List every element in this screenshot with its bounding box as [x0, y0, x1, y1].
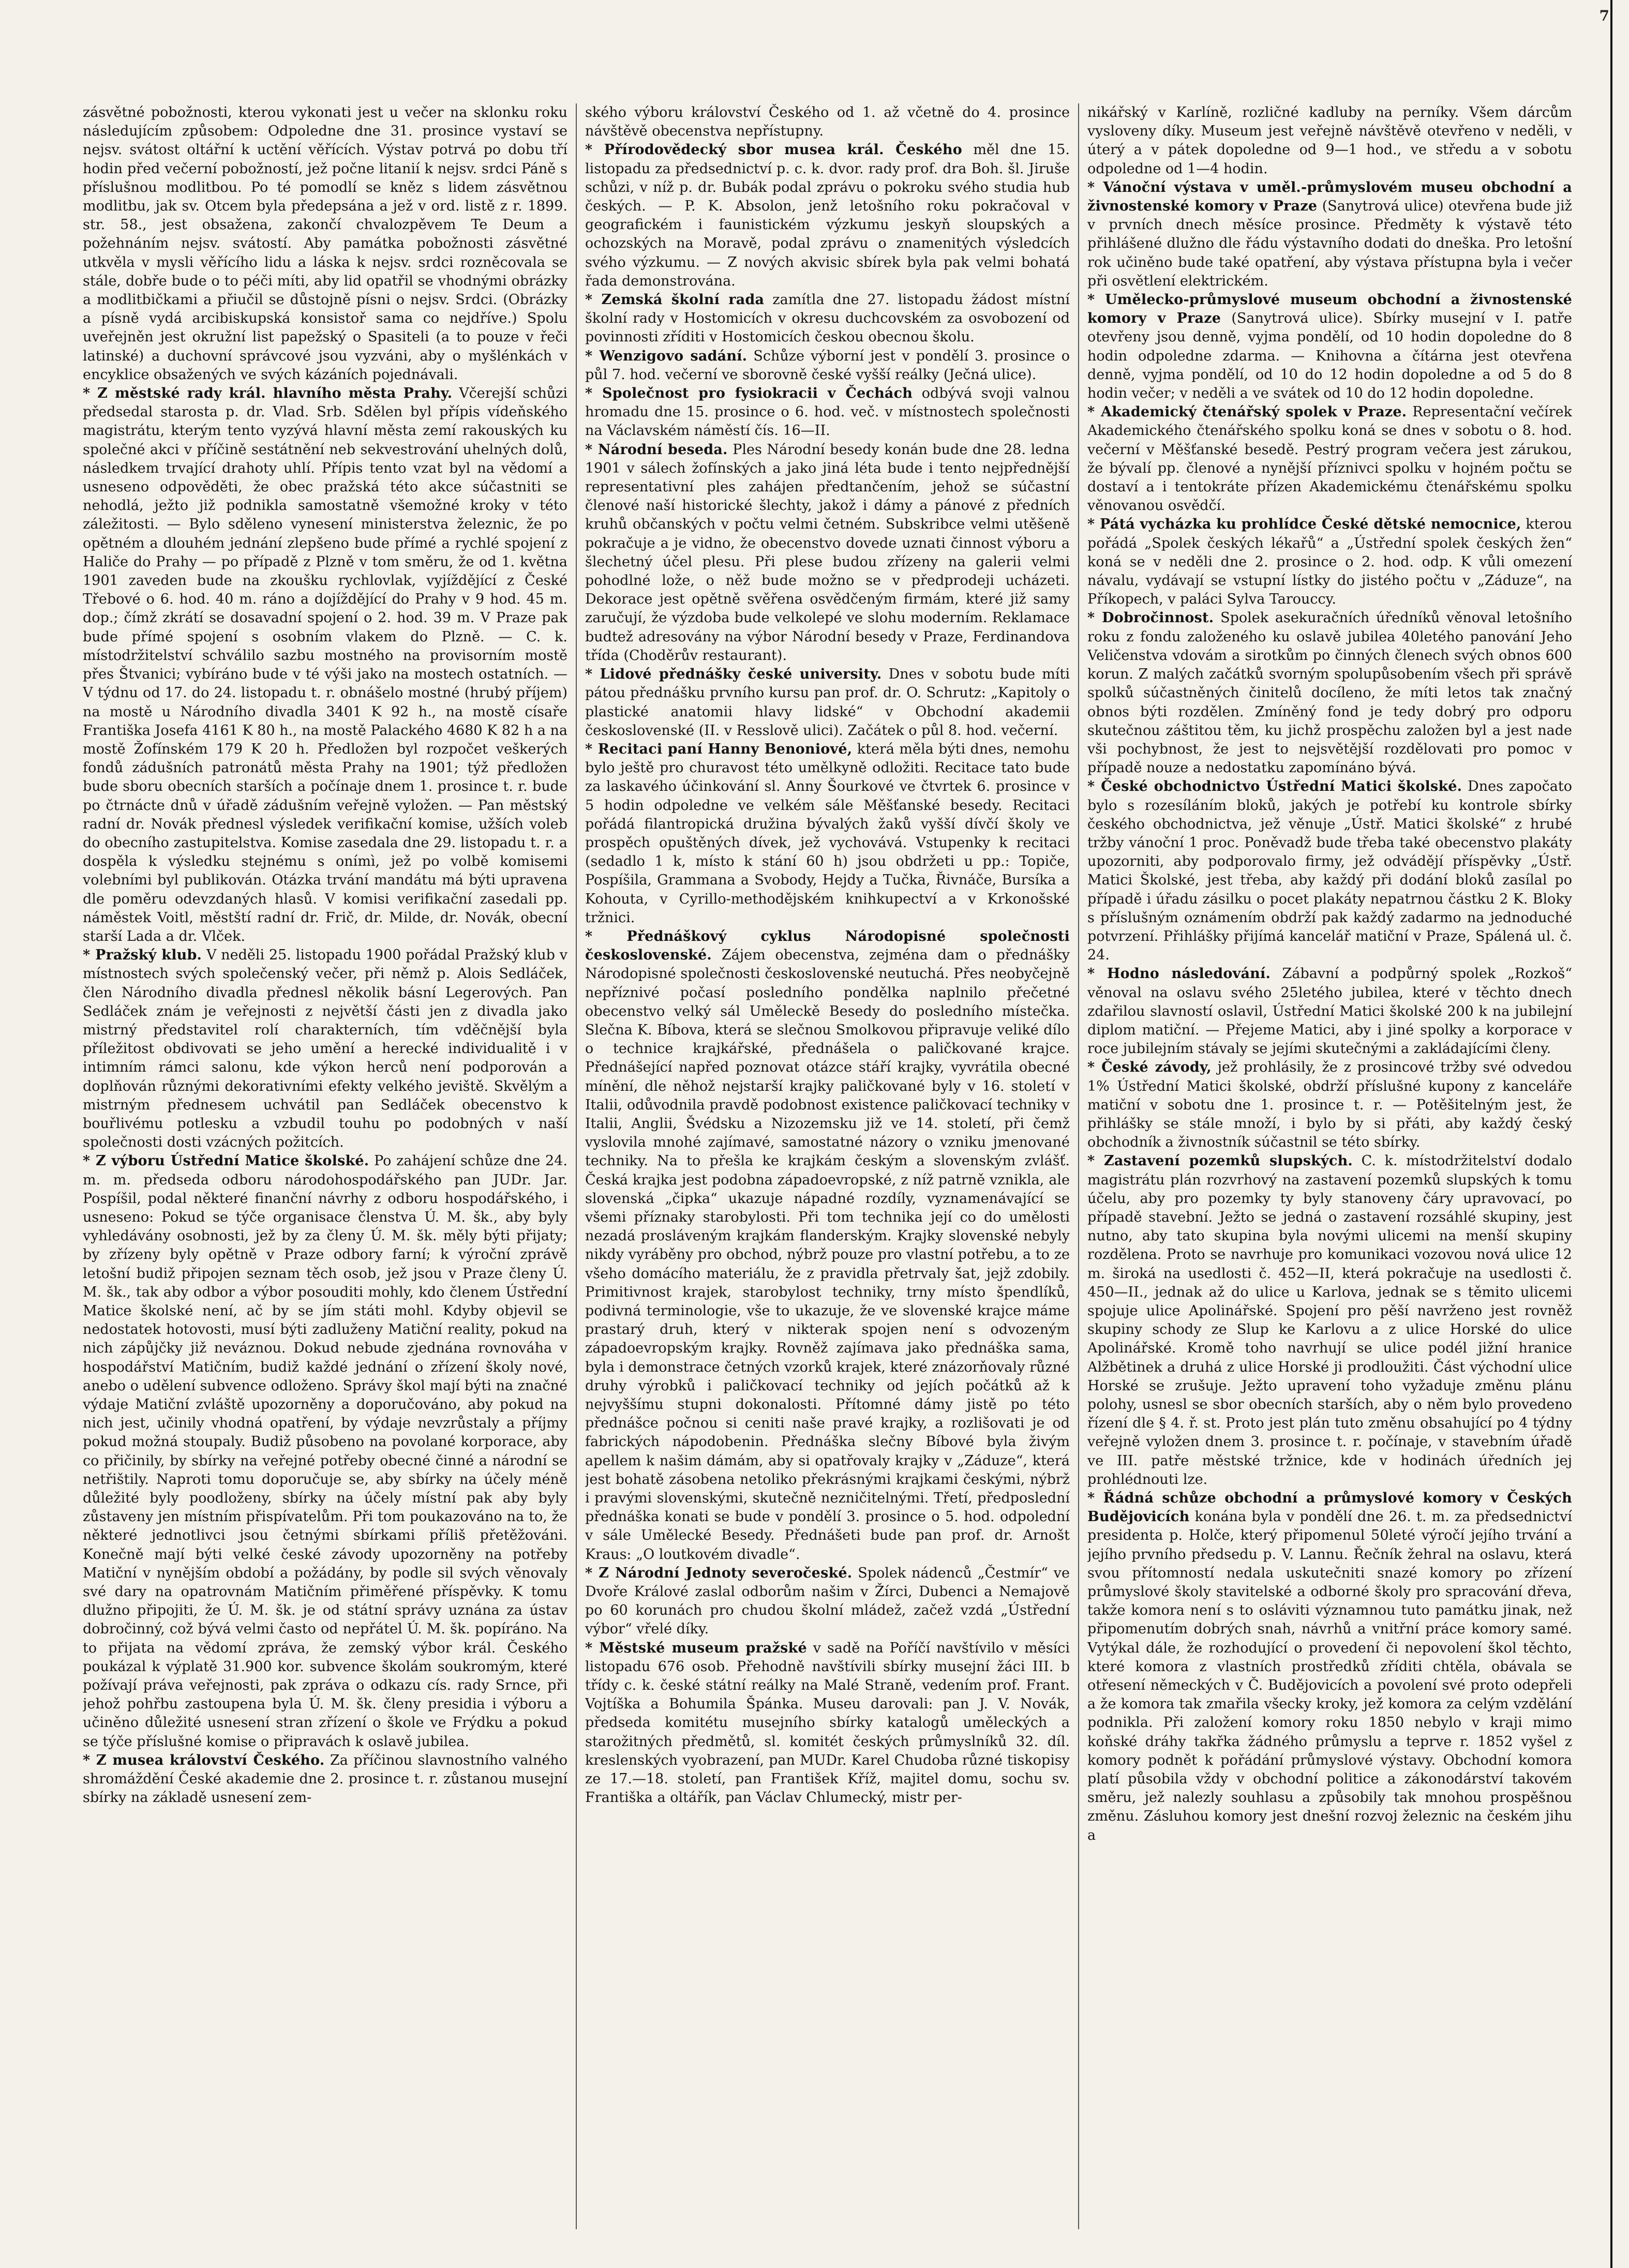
article-text: Za příčinou slavnostního valného shromáždění České akademie dne 2. prosince t. r. zůstanou musejní sbírky na základě usnesení zem- [83, 1752, 567, 1806]
article-heading: * Z výboru Ústřední Matice školské. [83, 1153, 369, 1169]
article-heading: * Wenzigovo sadání. [585, 348, 748, 364]
article-heading: * Pražský klub. [83, 947, 202, 964]
article-paragraph [1087, 515, 1572, 609]
article-paragraph [1087, 403, 1572, 515]
article-heading: * České závody, [1087, 1059, 1212, 1076]
article-text: Dnes započato bylo s rozesíláním bloků, jakých je potřebí ku kontrole sbírky českého obchodnictva, jež věnuje „Ústř. Matici školské“ z hrubé tržby vánoční 1 proc. Poněvadž bude třeba také obecenstvo plakáty upozorniti, aby podporovalo firmy, jež odvádějí příspěvky „Ústř. Matici Školské, jest třeba, aby každý při dodání bloků zasílal po případě i úřadu zásilku o pocet plakáty nepatrnou částku 2 K. Bloky s příslušným oznámením obdrží pak každý zadarmo na jednoduché potvrzení. Přihlášky přijímá kancelář matiční v Praze, Spálená ul. č. 24. [1087, 778, 1572, 964]
article-heading: * Z městské rady král. hlavního města Prahy. [83, 385, 453, 402]
column-middle [585, 103, 1070, 2229]
article-text: měl dne 15. listopadu za předsednictví p. c. k. dvor. rady prof. dra Boh. šl. Jiruše schůzi, v níž p. dr. Bubák podal zprávu o pokroku svého studia hub českých. — P. K. Absolon, jenž letošního roku pokračoval v geografickém i faunistickém výzkumu jeskyň sloupských a ochozských na Moravě, podal zprávu o znamenitých výsledcích svého výzkumu. — Z nových akvisic sbírek byla pak velmi bohatá řada demonstrována. [585, 142, 1070, 289]
article-text: Dnes v sobotu bude míti pátou přednášku prvního kursu pan prof. dr. O. Schrutz: „Kapitoly o plastické anatomii hlavy lidské“ v Obchodní akademii československé (II. v Resslově ulici). Začátek o půl 8. hod. večerní. [585, 666, 1070, 739]
article-paragraph [83, 103, 567, 384]
article-paragraph [1087, 777, 1572, 965]
article-paragraph [83, 1152, 567, 1751]
article-heading: * Městské museum pražské [585, 1640, 807, 1656]
article-heading: * Národní beseda. [585, 441, 728, 458]
article-text: Ples Národní besedy konán bude dne 28. ledna 1901 v sálech žofínských a jako jiná léta bude i tento nejpřednější representativní ples zahájen předtančením, jehož se súčastní členové naší historické šlechty, jakož i dámy a pánové z předních kruhů občanských v počtu velmi četném. Subskribce velmi utěšeně pokračuje a je vidno, že obecenstvo dovede uznati činnost výboru a šlechetný účel plesu. Při plese budou zřízeny na galerii velmi pohodlné lože, o něž bude možno se v předprodeji ucházeti. Dekorace jest opětně svěřena osvědčeným firmám, které již samy zaručují, že výzdoba bude velkolepé ve slohu moderním. Reklamace budtež adresovány na výbor Národní besedy v Praze, Ferdinandova třída (Choděrův restaurant). [585, 441, 1070, 664]
article-text: nikářský v Karlíně, rozličné kadluby na perníky. Všem dárcům vysloveny díky. Museum jest veřejně návštěvě otevřeno v neděli, v úterý a v pátek dopoledne od 9—1 hod., ve středu a v sobotu odpoledne od 1—4 hodin. [1087, 104, 1572, 177]
article-paragraph [585, 347, 1070, 384]
article-text: zásvětné pobožnosti, kterou vykonati jest u večer na sklonku roku následujícím způsobem: Odpoledne dne 31. prosince vystaví se nejsv. svátost oltářní k uctění věřících. Výstav potrvá po dobu tří hodin před večerní pobožností, jež počne litanií k nejsv. srdci Páně s příslušnou modlitbou. Po té pomodlí se kněz s lidem zásvětnou modlitbu, jak sv. Otcem byla předepsána a jež v ord. listě z r. 1899. str. 58., jest obsažena, zakončí chvalozpěvem Te Deum a požehnáním nejsv. svátostí. Aby památka pobožnosti zásvětné utkvěla v mysli věřícího lidu a láska k nejsv. srdci rozněcovala se stále, dobře bude o to péči míti, aby lid opatřil se vhodnými obrázky a modlitbičkami a přiučil se důstojně písni o nejsv. Srdci. (Obrázky a písně vydá arcibiskupská konsistoř sama co nejdříve.) Spolu uveřejněn jest okružní list papežský o Spasiteli (a to pouze v řeči latinské) a duchovní správcové jsou vyzváni, aby o myšlénkách v encyklice obsažených ve svých kázáních pojednávali. [83, 104, 567, 383]
column-left [83, 103, 567, 2229]
newspaper-columns [83, 103, 1573, 2229]
article-heading: * Akademický čtenářský spolek v Praze. [1087, 404, 1407, 420]
article-paragraph [585, 1639, 1070, 1808]
article-heading: * Vánoční výstava v uměl.-průmyslovém museu obchodní a živnostenské komory v Praze [1087, 179, 1572, 215]
article-heading: * Z Národní Jednoty severočeské. [585, 1565, 853, 1581]
article-text: která měla býti dnes, nemohu bylo ještě pro churavost této umělkyně odložiti. Recitace tato bude za laskavého účinkování sl. Anny Šourkové ve čtvrtek 6. prosince v 5 hodin odpoledne ve velkém sále Měšťanské besedy. Recitaci pořádá filantropická družina bývalých žaků vyšší dívčí školy ve prospěch opuštěných dívek, jež vychovává. Vstupenky k recitaci (sedadlo 1 k, místo k stání 60 h) jsou obdržeti u pp.: Topiče, Pospíšila, Grammana a Svobody, Hejdy a Tučka, Řivnáče, Bursíka a Kohouta, v Cyrillo-methodějském knihkupectví a v Krkonošské tržnici. [585, 741, 1070, 926]
article-heading: * Zastavení pozemků slupských. [1087, 1153, 1353, 1169]
article-paragraph [585, 740, 1070, 927]
article-text: Po zahájení schůze dne 24. m. m. předseda odboru národohospodářského pan JUDr. Jar. Pospíšil, podal některé finanční návrhy z odboru hospodářského, i usneseno: Pokud se týče organisace členstva Ú. M. šk., aby byly vyhledávány osobnosti, jež by za členy Ú. M. šk. měly býti přijaty; by zřízeny byly opětně v Praze odbory farní; k výroční zprávě letošní budiž připojen seznam těch osob, jež jsou v Praze členy Ú. M. šk., tak aby odbor a výbor posouditi mohly, kdo členem Ústřední Matice školské není, ač by se jím státi mohl. Kdyby objevil se nedostatek hotovosti, musí býti zadluženy Matiční reality, pokud na nich zápůjčky již neváznou. Dokud nebude zjednána rovnováha v hospodářství Matičním, budiž každé jednání o zřízení školy nové, anebo o udělení subvence odloženo. Správy škol mají býti na značné výdaje Matiční zvláště upozorněny a doporučováno, aby pokud na nich jest, učinily vhodná opatření, by výdaje nevzrůstaly a příjmy pokud možná stoupaly. Budiž působeno na povolané korporace, aby co přičinily, by sbírky na veřejné potřeby obecné činné a národní se netřištily. Naproti tomu doporučuje se, aby sbírky na účely méně důležité byly poodloženy, sbírky na účely místní pak aby byly zůstaveny jen místním přispívatelům. Při tom poukazováno na to, že některé jednotlivci jsou četnými sbírkami příliš přetěžováni. Konečně mají býti velké české závody upozorněny na potřeby Matiční v nynějším období a požádány, by podle sil svých věnovaly své dary na opatrovnám Matičním přiměřené příspěvky. K tomu dlužno připojiti, že Ú. M. šk. je od státní správy uznána za ústav dobročinný, což bývá velmi často od nepřátel Ú. M. šk. popíráno. Na to přijata na vědomí zpráva, že zemský výbor král. Českého poukázal k výplatě 31.900 kor. subvence školám soukromým, které požívají práva veřejnosti, pak zpráva o odkazu cís. rady Srnce, při jehož pohřbu zastoupena byla Ú. M. šk. členy presidia i výboru a učiněno důležité usnesení stran zřízení o škole ve Frýdku a pokud se týče příslušné komise o připravách k oslavě jubilea. [83, 1153, 567, 1750]
article-paragraph [585, 384, 1070, 441]
article-paragraph [1087, 291, 1572, 403]
article-paragraph [585, 441, 1070, 665]
article-text: zamítla dne 27. listopadu žádost místní školní rady v Hostomicích v okresu duchcovském za osvobození od povinnosti zříditi v Hostomicích českou obecnou školu. [585, 292, 1070, 346]
article-paragraph [1087, 103, 1572, 178]
article-text: v sadě na Poříčí navštívilo v měsíci listopadu 676 osob. Přehodně navštívili sbírky musejní žáci III. b třídy c. k. české státní reálky na Malé Straně, vedením prof. Frant. Vojtíška a Bohumila Špánka. Museu darovali: pan J. V. Novák, předseda komitétu musejního sbírky katalogů uměleckých a starožitných předmětů, sl. komitét českých průmyslníků 32. díl. kreslenských vyobrazení, pan MUDr. Karel Chudoba různé tiskopisy ze 17.—18. století, pan František Kříž, majitel domu, sochu sv. Františka a oltářík, pan Václav Chlumecký, mistr per- [585, 1640, 1070, 1806]
article-text: Spolek nádenců „Čestmír“ ve Dvoře Králové zaslal odborům našim v Žírci, Dubenci a Nemajově po 60 korunách pro chudou školní mládež, začež vzdá „Ústřední výbor“ vřelé díky. [585, 1565, 1070, 1638]
article-text: kterou pořádá „Spolek českých lékařů“ a „Ústřední spolek českých žen“ koná se v neděli dne 2. prosince o 2. hod. odp. K vůli omezení návalu, vydávají se vstupní lístky do jistého počtu v „Záduze“, na Příkopech, v paláci Sylva Tarouccy. [1087, 516, 1572, 608]
article-text: konána byla v pondělí dne 26. t. m. za předsednictví presidenta p. Holče, který připomenul 50leté výročí jejího trvání a jejího prvního předsedu p. V. Lannu. Řečník žehral na oslavu, která svou přítomností nedala uskutečniti snazé komory po zřízení průmyslové školy stavitelské a odborné školy pro spracování dřeva, takže komora není s to osláviti významnou tuto památku jinak, než připomenutím dobrých snah, návrhů a vnitřní práce komory samé. Vytýkal dále, že rozhodující o provedení či nepovolení škol těchto, které komora z vlastních prostředků zříditi chtěla, obávala se otřesení německých v Č. Budějovicích a povolení své proto odepřeli a že komora tak zmařila všecky kroky, jež komora za celým vzdělání podnikla. Při založení komory roku 1850 nebylo v kraji mimo koňské dráhy takřka žádného průmyslu a teprve r. 1852 vyšel z komory podnět k pořádání průmyslové výstavy. Obchodní komora platí působila vždy v obchodní politice a zákonodárství takovém směru, jež nalezly souhlasu a způsobily tak mnohou prospěšnou změnu. Zásluhou komory jest dnešní rozvoj železnic na českém jihu a [1087, 1509, 1572, 1843]
article-paragraph [585, 927, 1070, 1564]
article-paragraph [1087, 1489, 1572, 1845]
article-paragraph [585, 1564, 1070, 1639]
article-heading: * Řádná schůze obchodní a průmyslové komory v Českých Budějovicích [1087, 1490, 1572, 1525]
article-heading: * Přednáškový cyklus Národopisné společnosti československé. [585, 928, 1070, 964]
article-text: Representační večírek Akademického čtenářského spolku koná se dnes v sobotu o 8. hod. večerní v Měšťanské besedě. Pestrý program večera jest zárukou, že bývalí pp. členové a nynější příznivci spolku v hojném počtu se dostaví a i tentokráte přízen Akademickému čtenářskému spolku věnovanou osvědčí. [1087, 404, 1572, 514]
article-heading: * České obchodnictvo Ústřední Matici školské. [1087, 778, 1462, 795]
article-text: (Sanytrová ulice). Sbírky musejní v I. patře otevřeny jsou denně, vyjma pondělí, od 10 hodin dopoledne do 8 hodin odpoledne zdarma. — Knihovna a čítárna jest otevřena denně, vyjma pondělí, od 10 do 12 hodin dopoledne a od 5 do 8 hodin večer; v neděli a ve svátek od 10 do 12 hodin dopoledne. [1087, 310, 1572, 402]
article-text: Spolek asekuračních úředníků věnoval letošního roku z fondu založeného ku oslavě jubilea 40letého panování Jeho Veličenstva vdovám a sirotkům po činných členech svých obnos 600 korun. Z malých začátků svorným spolupůsobením všech při správě spolků súčastněných činitelů docíleno, že míti letos tak značný obnos býti rozdělen. Zmíněný fond je tedy dobrý pro odporu skutečnou záštitou těm, ku jichž prospěchu založen byl a jest nade vši pochybnost, že jest to nejsvětější rozdělovati pro pomoc v případě nouze a nedostatku zapomínáno bývá. [1087, 610, 1572, 776]
article-paragraph [585, 141, 1070, 291]
article-heading: * Společnost pro fysiokracii v Čechách [585, 385, 913, 402]
column-right [1087, 103, 1572, 2229]
article-heading: * Zemská školní rada [585, 292, 765, 308]
article-heading: * Recitaci paní Hanny Benoniové, [585, 741, 853, 757]
article-paragraph [1087, 1152, 1572, 1489]
page-edge-rule [1610, 0, 1612, 2268]
article-text: odbývá svoji valnou hromadu dne 15. prosince o 6. hod. več. v místnostech společnosti na Václavském náměstí čís. 16—II. [585, 385, 1070, 439]
article-paragraph [585, 291, 1070, 347]
page-corner-mark: 7 [1599, 7, 1609, 24]
article-text: Zábavní a podpůrný spolek „Rozkoš“ věnoval na oslavu svého 25letého jubilea, které v těchto dnech zdařilou slavností oslavil, Ústřední Matici školské 200 k na jubilejní diplom matiční. — Přejeme Matici, aby i jiné spolky a korporace v roce jubilejním stávaly se jejími skutečnými a zakládajícími členy. [1087, 966, 1572, 1057]
article-heading: * Pátá vycházka ku prohlídce České dětské nemocnice, [1087, 516, 1521, 533]
article-paragraph [585, 103, 1070, 141]
article-text: jež prohlásily, že z prosincové tržby své odvedou 1% Ústřední Matici školské, obdrží příslušné kupony z kanceláře matiční v sobotu dne 1. prosince t. r. — Potěšitelným jest, že přihlášky se stále množí, i bylo by si přáti, aby každý český obchodník a živnostník súčastnil se této sbírky. [1087, 1059, 1572, 1151]
article-paragraph [83, 1751, 567, 1808]
article-heading: * Umělecko-průmyslové museum obchodní a živnostenské komory v Praze [1087, 292, 1572, 327]
article-heading: * Přírodovědecký sbor musea král. Českého [585, 142, 962, 158]
article-heading: * Dobročinnost. [1087, 610, 1214, 626]
article-text: Schůze výborní jest v pondělí 3. prosince o půl 7. hod. večerní ve sborovně české vyšší reálky (Ječná ulice). [585, 348, 1070, 383]
article-text: ského výboru království Českého od 1. až včetně do 4. prosince návštěvě obecenstva nepřístupny. [585, 104, 1070, 140]
article-text: C. k. místodržitelství dodalo magistrátu plán rozvrhový na zastavení pozemků slupských k tomu účelu, aby pro pozemky ty byly stanoveny čáry upravovací, po případě stavební. Ježto se jedná o zastavení rozsáhlé skupiny, jest nutno, aby tato skupina byla novými ulicemi na menší skupiny rozdělena. Proto se navrhuje pro komunikaci vozovou nová ulice 12 m. široká na usedlosti č. 452—II, která pokračuje na usedlosti č. 450—II., jednak až do ulice u Karlova, jednak se s těmito ulicemi spojuje ulice Apolinářské. Spojení pro pěší navrženo jest rovněž skupiny schody ze Slup ke Karlovu a z ulice Horské do ulice Apolinářské. Kromě toho navrhují se ulice podél jižní hranice Alžbětinek a druhá z ulice Horské ji prodloužiti. Část východní ulice Horské se zrušuje. Ježto upravení toho vyžaduje změnu plánu polohy, usnesl se sbor obecních starších, aby o něm bylo provedeno řízení dle § 4. ř. st. Proto jest plán tuto změnu obsahující po 4 týdny veřejně vyložen dnem 3. prosince t. r. počínaje, v stavebním úřadě ve III. patře městské tržnice, kde v hodinách úředních jej prohlédnouti lze. [1087, 1153, 1572, 1488]
article-text: Zájem obecenstva, zejména dam o přednášky Národopisné společnosti československé neutuchá. Přes neobyčejně nepříznivé počasí posledního pondělka naplnilo přečetné obecenstvo velký sál Uměleckě Besedy do posledního místečka. Slečna K. Bíbova, která se slečnou Smolkovou připravuje veliké dílo o technice krajkářské, přednášela o paličkované krajce. Přednášející napřed poznovat otázce stáří krajky, vyvrátila obecné mínění, dle něhož nejstarší krajky paličkované byly v 16. století v Italii, odůvodnila pravdě podobnost existence paličkovací techniky v Italii, Anglii, Švédsku a Nizozemsku již ve 14. století, při čemž vyslovila mnohé zajímavé, samostatné názory o vzniku jmenované techniky. Na to přešla ke krajkám českým a slovenským zvlášť. Česká krajka jest podobna západoevropské, z níž patrně vznikla, ale slovenská „čipka“ ukazuje nápadné rozdíly, vyznamenávající se všemi příznaky starobylosti. Při tom technika její co do umělosti nezadá prosláveným krajkám flanderským. Krajky slovenské nebyly nikdy vyráběny pro obchod, nýbrž pouze pro vlastní potřebu, a to ze všeho domácího materiálu, že z pravidla přetrvaly šat, jejž zdobily. Primitivnost krajek, starobylost techniky, trny místo špendlíků, podivná terminologie, vše to ukazuje, že ve slovenské krajce máme prastarý druh, který v nikterak spojen není s odvozeným západoevropským krajky. Rovněž zajímava jako přednáška sama, byla i demonstrace četných vzorků krajek, které znázorňovaly různé druhy výrobků i paličkovací techniky od jejích počátků až k nejvyššímu stupni dokonalosti. Přítomné dámy jistě po této přednášce počnou si ceniti naše pravé krajky, a rozlišovati je od fabrických nápodobenin. Přednáška slečny Bíbové byla živým apellem k našim dámám, aby si opatřovaly krajky v „Záduze“, která jest bohatě zásobena netoliko překrásnými krajkami českými, nýbrž i pravými slovenskými, skutečně nezničitelnými. Třetí, předposlední přednáška konati se bude v pondělí 3. prosince o 5. hod. odpolední v sále Umělecké Besedy. Přednášeti bude pan prof. dr. Arnošt Kraus: „O loutkovém divadle“. [585, 947, 1070, 1563]
article-paragraph [83, 384, 567, 946]
article-text: V neděli 25. listopadu 1900 pořádal Pražský klub v místnostech svých společenský večer, při němž p. Alois Sedláček, člen Národního divadla přednesl několik básní Legerových. Pan Sedláček znám je veřejnosti z největší části jen z divadla jako mistrný představitel rolí charakterních, tím vděčnější byla příležitost obdivovati se jeho umění a herecké individualitě i v intimním rámci salonu, kde výkon herců není podporován a doplňován různými dekorativními efekty velkého jeviště. Skvělým a mistrným přednesem uchvátil pan Sedláček obecenstvo k bouřlivému potlesku a vzbudil touhu po podobných v naší společnosti dosti vzácných požitcích. [83, 947, 567, 1151]
article-paragraph [1087, 965, 1572, 1058]
article-text: Včerejší schůzi předsedal starosta p. dr. Vlad. Srb. Sdělen byl přípis vídeňského magistrátu, kterým tento vyzývá hlavní města zemí rakouských ku společné akci v příčině sestátnění neb sekvestrování uhelných dolů, následkem trvající drahoty uhlí. Přípis tento vzat byl na vědomí a usneseno odpověděti, že obec pražská této akce súčastniti se nehodlá, ježto již podnikla samostatně všemožné kroky v této záležitosti. — Bylo sděleno vynesení ministerstva železnic, že po opětném a dlouhém jednání zlepšeno bude přímé a rychlé spojení z Haliče do Prahy — po případě z Plzně v tom směru, že od 1. května 1901 zaveden bude na zkoušku rychlovlak, vyjíždějící z České Třebové o 6. hod. 40 m. ráno a dojíždějící do Prahy v 9 hod. 45 m. dop.; čímž zkrátí se dosavadní spojení o 2. hod. 39 m. V Praze pak bude přímé spojení s osobním vlakem do Plzně. — C. k. místodržitelství schválilo sazbu mostného na provisorním mostě přes Štvanici; vybíráno bude v té výši jako na mostech ostatních. — V týdnu od 17. do 24. listopadu t. r. obnášelo mostné (hrubý příjem) na mostě u Národního divadla 3401 K 92 h., na mostě císaře Františka Josefa 4161 K 80 h., na mostě Palackého 4680 K 82 h a na mostě Žofínském 179 K 20 h. Předložen byl rozpočet veškerých fondů zádušních patronátů města Prahy na 1901; týž předložen bude sboru obecních starších a počínaje dnem 1. prosince t. r. bude po čtrnácte dnů v úřadě zádušním veřejně vyložen. — Pan městský radní dr. Novák přednesl výsledek verifikační komise, užších voleb do obecního zastupitelstva. Komise zasedala dne 29. listopadu t. r. a dospěla k výsledku stejnému s onímì, jež po volbě komisemi volebními byl publikován. Otázka trvání mandátu má býti upravena dle poměru odevzdaných hlasů. V komisi verifikační zasedali pp. náměstek Voitl, městští radní dr. Frič, dr. Milde, dr. Novák, obecní starší Lada a dr. Vlček. [83, 385, 567, 944]
article-paragraph [1087, 1058, 1572, 1152]
article-heading: * Lidové přednášky české university. [585, 666, 882, 683]
article-heading: * Hodno následování. [1087, 966, 1271, 982]
article-text: (Sanytrová ulice) otevřena bude již v prvních dnech měsíce prosince. Předměty k výstavě této přihlášené dlužno dle řádu výstavního dodati do dneška. Pro letošní rok učiněno bude také opatření, aby výstava přístupna byla i večer při osvětlení elektrickém. [1087, 198, 1572, 289]
article-heading: * Z musea království Českého. [83, 1752, 325, 1768]
article-paragraph [83, 946, 567, 1152]
article-paragraph [1087, 178, 1572, 291]
article-paragraph [1087, 609, 1572, 777]
column-divider [576, 103, 577, 2229]
column-divider [1078, 103, 1079, 2229]
article-paragraph [585, 665, 1070, 740]
